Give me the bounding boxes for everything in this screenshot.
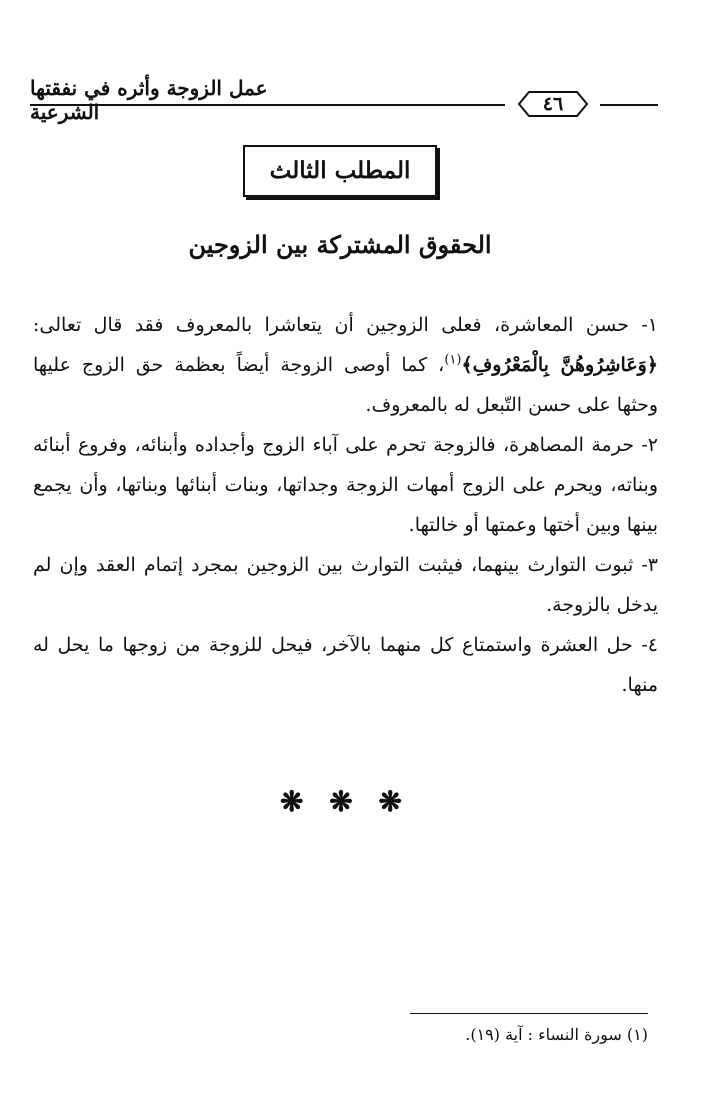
footnote: (١) سورة النساء : آية (١٩). xyxy=(465,1025,648,1044)
header-rule-left xyxy=(30,104,505,106)
body-text xyxy=(33,305,658,705)
quran-quote: ﴿وَعَاشِرُوهُنَّ بِالْمَعْرُوفِ﴾ xyxy=(461,354,658,376)
paragraph-3: ٣- ثبوت التوارث بينهما، فيثبت التوارث بين الزوجين بمجرد إتمام العقد وإن لم يدخل بالزوجة. xyxy=(33,554,658,616)
paragraph-4: ٤- حل العشرة واستمتاع كل منهما بالآخر، فيحل للزوجة من زوجها ما يحل له منها. xyxy=(33,634,658,696)
page-number: ٤٦ xyxy=(542,93,564,115)
footnote-reference: (١) xyxy=(444,352,462,368)
paragraph-1-end: ، كما أوصى الزوجة أيضاً بعظمة حق الزوج عليها وحثها على حسن التّبعل له بالمعروف. xyxy=(33,354,658,416)
header-rule-right xyxy=(600,104,658,106)
page-number-badge xyxy=(517,90,589,118)
paragraph-1-start: ١- حسن المعاشرة، فعلى الزوجين أن يتعاشرا بالمعروف فقد قال تعالى: xyxy=(33,314,658,336)
section-separator-stars: ❋ ❋ ❋ xyxy=(280,785,410,818)
section-heading: الحقوق المشتركة بين الزوجين xyxy=(188,230,492,259)
section-title-box: المطلب الثالث xyxy=(243,145,437,197)
paragraph-2: ٢- حرمة المصاهرة، فالزوجة تحرم على آباء الزوج وأجداده وأبنائه، وفروع أبنائه وبناته، ويحرم على الزوج أمهات الزوجة وجداتها، وبنات أبنائها وبناتها، وأن يجمع بينها وبين أختها وعمتها أو خالتها. xyxy=(33,434,658,536)
footnote-rule xyxy=(410,1013,648,1014)
running-header-title: عمل الزوجة وأثره في نفقتها الشرعية xyxy=(30,76,268,124)
paragraph-1 xyxy=(33,305,658,425)
